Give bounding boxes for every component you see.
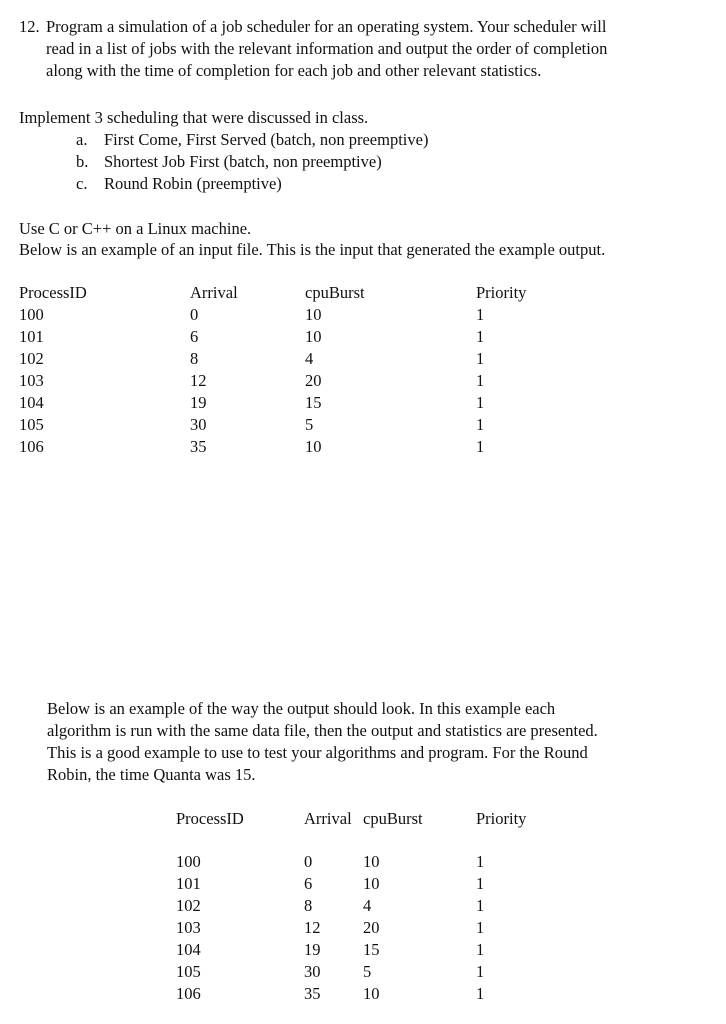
- table-header: cpuBurst: [305, 283, 365, 302]
- table-cell: 8: [190, 349, 199, 368]
- table-cell: 1: [476, 852, 485, 871]
- input-col-priority: [476, 282, 526, 458]
- table-cell: 1: [476, 305, 485, 324]
- table-cell: 100: [176, 852, 201, 871]
- table-cell: 100: [19, 305, 44, 324]
- implement-intro: Implement 3 scheduling that were discussed in class.: [19, 108, 369, 127]
- table-cell: 1: [476, 371, 485, 390]
- table-cell: 103: [19, 371, 44, 390]
- table-cell: 35: [190, 437, 207, 456]
- table-cell: 6: [190, 327, 199, 346]
- table-cell: 1: [476, 896, 485, 915]
- list-item-text: Round Robin (preemptive): [104, 174, 282, 193]
- problem-line: read in a list of jobs with the relevant information and output the order of completion: [46, 39, 608, 58]
- usage-line: Use C or C++ on a Linux machine.: [19, 219, 252, 238]
- table-cell: 106: [176, 984, 201, 1003]
- list-item: [76, 129, 428, 151]
- output-col-priority: [476, 851, 484, 1005]
- table-cell: 1: [476, 984, 485, 1003]
- table-cell: 4: [305, 349, 314, 368]
- table-cell: 1: [476, 415, 485, 434]
- input-col-processid: [19, 282, 87, 458]
- table-cell: 105: [176, 962, 201, 981]
- table-cell: 15: [363, 940, 380, 959]
- list-item: [76, 151, 428, 173]
- table-cell: 4: [363, 896, 372, 915]
- problem-statement: [46, 16, 607, 82]
- table-cell: 5: [363, 962, 372, 981]
- output-col-processid: [176, 851, 201, 1005]
- table-cell: 30: [304, 962, 321, 981]
- problem-line: along with the time of completion for each job and other relevant statistics.: [46, 61, 542, 80]
- table-cell: 1: [476, 393, 485, 412]
- table-header: ProcessID: [176, 809, 244, 828]
- table-cell: 10: [363, 852, 380, 871]
- output-intro-line: Robin, the time Quanta was 15.: [47, 765, 256, 784]
- table-cell: 10: [305, 327, 322, 346]
- table-cell: 0: [190, 305, 199, 324]
- table-header: Arrival: [190, 283, 238, 302]
- table-cell: 0: [304, 852, 313, 871]
- table-cell: 20: [305, 371, 322, 390]
- output-intro: [47, 698, 598, 786]
- table-cell: 1: [476, 437, 485, 456]
- usage-line: Below is an example of an input file. This is the input that generated the example output.: [19, 240, 606, 259]
- table-cell: 1: [476, 962, 485, 981]
- table-cell: 1: [476, 327, 485, 346]
- table-cell: 30: [190, 415, 207, 434]
- table-cell: 106: [19, 437, 44, 456]
- table-cell: 19: [190, 393, 207, 412]
- output-col-arrival: [304, 851, 321, 1005]
- table-cell: 102: [176, 896, 201, 915]
- table-cell: 1: [476, 918, 485, 937]
- table-cell: 101: [19, 327, 44, 346]
- table-cell: 101: [176, 874, 201, 893]
- table-header: cpuBurst: [363, 809, 423, 828]
- table-cell: 10: [363, 984, 380, 1003]
- problem-number: 12.: [19, 17, 40, 36]
- problem-line: Program a simulation of a job scheduler for an operating system. Your scheduler will: [46, 17, 607, 36]
- table-header: ProcessID: [19, 283, 87, 302]
- table-cell: 103: [176, 918, 201, 937]
- list-marker: b.: [76, 152, 89, 171]
- table-cell: 1: [476, 874, 485, 893]
- table-cell: 12: [190, 371, 207, 390]
- table-cell: 20: [363, 918, 380, 937]
- table-header: Priority: [476, 809, 527, 828]
- table-cell: 10: [305, 437, 322, 456]
- table-cell: 35: [304, 984, 321, 1003]
- table-cell: 1: [476, 940, 485, 959]
- output-intro-line: algorithm is run with the same data file, then the output and statistics are presented.: [47, 721, 598, 740]
- table-cell: 104: [19, 393, 44, 412]
- table-cell: 12: [304, 918, 321, 937]
- table-header: Priority: [476, 283, 527, 302]
- table-header: Arrival: [304, 809, 352, 828]
- table-cell: 15: [305, 393, 322, 412]
- list-item-text: Shortest Job First (batch, non preemptive): [104, 152, 382, 171]
- output-col-cpuburst: [363, 851, 380, 1005]
- table-cell: 102: [19, 349, 44, 368]
- table-cell: 10: [363, 874, 380, 893]
- algorithm-list: [76, 129, 428, 195]
- table-cell: 19: [304, 940, 321, 959]
- output-intro-line: Below is an example of the way the output should look. In this example each: [47, 699, 556, 718]
- list-item-text: First Come, First Served (batch, non preemptive): [104, 130, 429, 149]
- input-col-arrival: [190, 282, 238, 458]
- table-cell: 1: [476, 349, 485, 368]
- output-intro-line: This is a good example to use to test your algorithms and program. For the Round: [47, 743, 588, 762]
- list-item: [76, 173, 428, 195]
- list-marker: c.: [76, 174, 88, 193]
- list-marker: a.: [76, 130, 88, 149]
- table-cell: 10: [305, 305, 322, 324]
- input-col-cpuburst: [305, 282, 365, 458]
- table-cell: 8: [304, 896, 313, 915]
- table-cell: 5: [305, 415, 314, 434]
- table-cell: 105: [19, 415, 44, 434]
- table-cell: 104: [176, 940, 201, 959]
- table-cell: 6: [304, 874, 313, 893]
